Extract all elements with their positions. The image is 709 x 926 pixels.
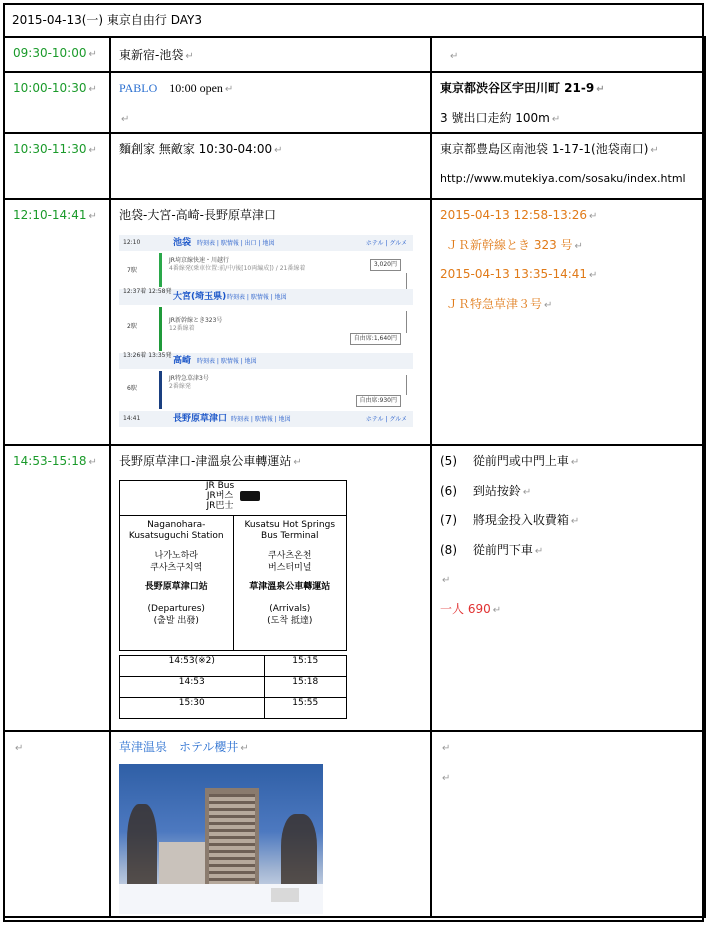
- activity-cell: 草津温泉 ホテル櫻井 ↵: [110, 731, 431, 917]
- website-link[interactable]: http://www.mutekiya.com/sosaku/index.html: [440, 171, 686, 185]
- time-cell: 09:30-10:00 ↵: [4, 37, 110, 72]
- bus-route-title: 長野原草津口-津溫泉公車轉運站: [119, 454, 292, 468]
- route-segment: JR特急草津3号 2番線発: [169, 375, 209, 391]
- fare-box: 自由席:930円: [356, 395, 401, 407]
- line-color-bar: [159, 307, 162, 351]
- route-station: 14:41 長野原草津口 時刻表 | 駅情報 | 地図 ホテル | グルメ: [119, 411, 413, 427]
- activity-cell: 長野原草津口-津溫泉公車轉運站 ↵ JR Bus JR버스 JR巴士 Naganohara- Kusatsuguchi Station 나가노하라 쿠사츠구치역 長野原草津口站 (Departures) (출발 出發) Kusatsu Hot Springs Bus Terminal 쿠사츠온천 버스터미널 草津溫泉公車轉運站 (Arrivals) (도착 抵達) 14:53(※2) 15:15 14:53 15:18 15:30 15:55: [110, 445, 431, 731]
- info-cell: ↵: [431, 37, 705, 72]
- route-diagram: 12:10 池袋 時刻表 | 駅情報 | 出口 | 地図 ホテル | グルメ 7駅 JR埼京線快速・川越行 4番線発(乗車位置:前/中/後[10両編成]) / 21番線着 3,020円 12:37着 12:58発 大宮(埼玉県) 時刻表 | 駅情報 | 地図 2駅 JR新幹線とき323号 12番線着 自由席:1,640円 13:26着 13:35発 高崎 時刻表 | 駅情報 | 地図 6駅 JR特急草津3号 2番線発 自由席:930円 14:41 長野原草津口 時刻表 | 駅情報 | 地図 ホテル | グルメ: [119, 235, 413, 425]
- activity-cell: [110, 199, 431, 445]
- bus-timetable-header: JR Bus JR버스 JR巴士 Naganohara- Kusatsuguchi Station 나가노하라 쿠사츠구치역 長野原草津口站 (Departures) (출발 出發) Kusatsu Hot Springs Bus Terminal 쿠사츠온천 버스터미널 草津溫泉公車轉運站 (Arrivals) (도착 抵達): [119, 480, 347, 651]
- info-cell: ↵ ↵: [431, 731, 705, 917]
- time-cell: 14:53-15:18 ↵: [4, 445, 110, 731]
- table-row: 15:30 15:55: [120, 697, 347, 718]
- info-cell: 東京都渋谷区宇田川町 21-9 ↵ 3 號出口走約 100m ↵: [431, 72, 705, 133]
- bus-instruction: (7) 將現金投入收費箱: [440, 513, 569, 527]
- bus-instruction: (6) 到站按鈴: [440, 483, 521, 498]
- address: 東京都渋谷区宇田川町 21-9: [440, 81, 595, 95]
- hotel-name: 草津温泉 ホテル櫻井: [119, 740, 239, 754]
- schedule-table: [3, 36, 706, 918]
- info-cell: 2015-04-13 12:58-13:26 ↵ ＪＲ新幹線とき 323 号 ↵ 2015-04-13 13:35-14:41 ↵ ＪＲ特急草津３号 ↵: [431, 199, 705, 445]
- restaurant-name: 麵創家 無敵家 10:30-04:00: [119, 142, 273, 156]
- info-cell: (5) 從前門或中門上車 ↵ (6) 到站按鈴 ↵ (7) 將現金投入收費箱 ↵ (8) 從前門下車 ↵ ↵ 一人 690 ↵: [431, 445, 705, 731]
- table-row: 14:53 15:18: [120, 676, 347, 697]
- fare-box: 3,020円: [370, 259, 401, 271]
- time-cell: 12:10-14:41 ↵: [4, 199, 110, 445]
- line-color-bar: [159, 253, 162, 287]
- train-time: 2015-04-13 13:35-14:41: [440, 267, 588, 281]
- table-row: [4, 72, 705, 133]
- activity-cell: PABLO 10:00 open ↵ ↵: [110, 72, 431, 133]
- table-row: 14:53(※2) 15:15: [120, 655, 347, 676]
- time-cell: ↵: [4, 731, 110, 917]
- route-title: 池袋-大宮-高崎-長野原草津口: [119, 208, 276, 222]
- bus-instruction: (5) 從前門或中門上車: [440, 454, 569, 468]
- route-station: 12:37着 12:58発 大宮(埼玉県) 時刻表 | 駅情報 | 地図: [119, 289, 413, 305]
- route-station: 12:10 池袋 時刻表 | 駅情報 | 出口 | 地図 ホテル | グルメ: [119, 235, 413, 251]
- table-row: [4, 37, 705, 72]
- open-time: 10:00 open: [169, 81, 223, 95]
- activity-cell: 麵創家 無敵家 10:30-04:00 ↵: [110, 133, 431, 199]
- info-cell: 東京都豊島区南池袋 1-17-1(池袋南口) ↵ http://www.mutekiya.com/sosaku/index.html: [431, 133, 705, 199]
- table-row: [4, 199, 705, 445]
- time-cell: 10:00-10:30 ↵: [4, 72, 110, 133]
- bus-instruction: (8) 從前門下車: [440, 542, 533, 557]
- table-row: [4, 133, 705, 199]
- train-name: ＪＲ特急草津３号: [446, 296, 543, 311]
- activity-cell: 東新宿-池袋 ↵: [110, 37, 431, 72]
- page-title: 2015-04-13(一) 東京自由行 DAY3: [12, 13, 203, 27]
- bus-timetable: [119, 655, 347, 719]
- route-segment: JR新幹線とき323号 12番線着: [169, 317, 223, 333]
- directions: 3 號出口走約 100m: [440, 110, 550, 125]
- train-time: 2015-04-13 12:58-13:26: [440, 208, 588, 222]
- hotel-photo: [119, 764, 323, 914]
- place-name: PABLO: [119, 81, 158, 95]
- fare-note: 一人 690: [440, 601, 491, 616]
- address: 東京都豊島区南池袋 1-17-1(池袋南口): [440, 142, 649, 156]
- route-segment: JR埼京線快速・川越行 4番線発(乗車位置:前/中/後[10両編成]) / 21番線着: [169, 257, 306, 273]
- time-cell: 10:30-11:30 ↵: [4, 133, 110, 199]
- fare-box: 自由席:1,640円: [350, 333, 401, 345]
- bus-icon: [240, 491, 260, 501]
- table-row: [4, 445, 705, 731]
- line-color-bar: [159, 371, 162, 409]
- route-station: 13:26着 13:35発 高崎 時刻表 | 駅情報 | 地図: [119, 353, 413, 369]
- table-row: [4, 731, 705, 917]
- train-name: ＪＲ新幹線とき 323 号: [446, 237, 573, 252]
